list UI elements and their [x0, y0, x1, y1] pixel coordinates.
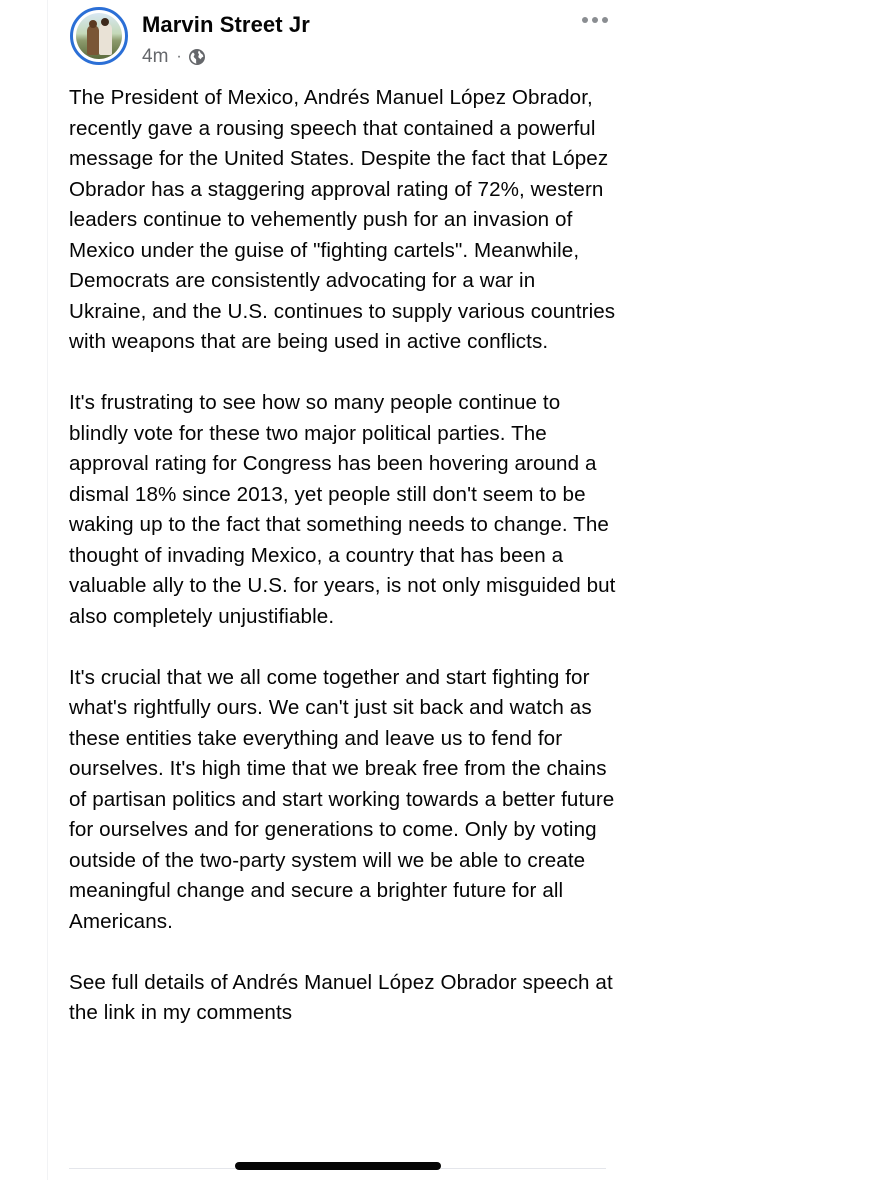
bottom-margin — [0, 1180, 881, 1200]
author-name[interactable]: Marvin Street Jr — [142, 12, 310, 37]
post-paragraph: The President of Mexico, Andrés Manuel López Obrador, recently gave a rousing speech that contained a powerful message for the United States. Despite the fact that López Obrador has a staggering approval rating of 72%, western leaders continue to vehemently push for an invasion of Mexico under the guise of "fighting cartels". Meanwhile, Democrats are consistently advocating for a war in Ukraine, and the U.S. continues to supply various countries with weapons that are being used in active conflicts. — [69, 86, 616, 353]
home-indicator[interactable] — [235, 1162, 441, 1170]
avatar-photo — [76, 13, 122, 59]
more-options-icon[interactable] — [582, 14, 608, 26]
right-margin — [626, 0, 881, 1200]
post-paragraph: See full details of Andrés Manuel López Obrador speech at the link in my comments — [69, 970, 613, 1024]
post-meta — [142, 46, 206, 68]
post-paragraph: It's frustrating to see how so many people continue to blindly vote for these two major political parties. The approval rating for Congress has been hovering around a dismal 18% since 2013, yet people still don't seem to be waking up to the fact that something needs to change. The thought of invading Mexico, a country that has been a valuable ally to the U.S. for years, is not only misguided but also completely unjustifiable. — [69, 391, 616, 628]
meta-separator: · — [176, 48, 182, 65]
left-margin — [0, 0, 48, 1200]
globe-icon[interactable] — [188, 48, 206, 66]
post-paragraph: It's crucial that we all come together and start fighting for what's rightfully ours. We can't just sit back and watch as these entities take everything and leave us to fend for ourselves. It's high time that we break free from the chains of partisan politics and start working towards a better future for ourselves and for generations to come. Only by voting outside of the two-party system will we be able to create meaningful change and secure a brighter future for all Americans. — [69, 665, 615, 933]
author-avatar[interactable] — [70, 7, 128, 65]
post-timestamp[interactable]: 4m — [142, 46, 169, 67]
post-text — [69, 83, 617, 1029]
